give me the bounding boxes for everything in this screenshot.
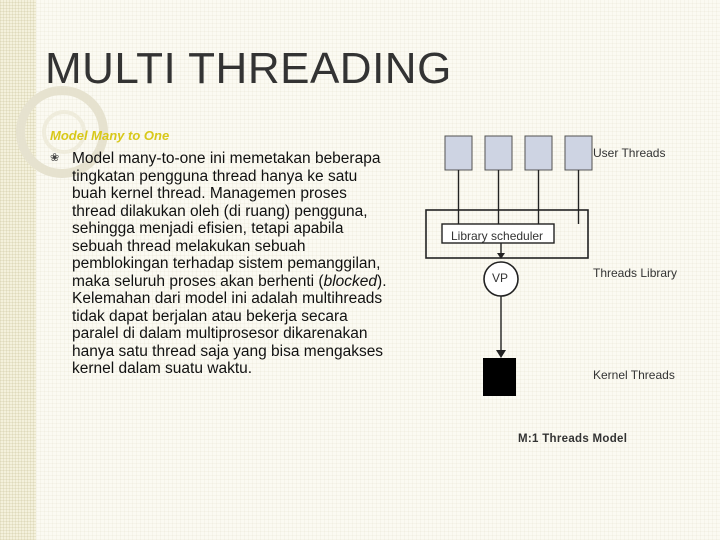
bullet-text-before: Model many-to-one ini memetakan beberapa tingkatan pengguna thread hanya ke satu buah kernel thread. Managemen proses thread dilakukan oleh (di ruang) pengguna, sehingga menjadi efisien, tetapi apabila sebuah thread melakukan sebuah pemblokingan terhadap sistem pemanggilan, maka seluruh proses akan berhenti ( (72, 150, 381, 290)
kernel-thread-block (483, 358, 516, 396)
user-thread-box (485, 136, 512, 170)
threads-model-diagram (420, 128, 720, 458)
vp-label: VP (492, 271, 509, 285)
bullet-text (72, 150, 390, 378)
slide-subtitle: Model Many to One (50, 128, 170, 143)
slide-title: MULTI THREADING (45, 44, 452, 93)
user-threads-label: User Threads (593, 146, 666, 160)
user-threads-group (445, 136, 592, 224)
left-decorative-band (0, 0, 36, 540)
vp-to-kernel-arrowhead (496, 350, 506, 358)
library-scheduler-label: Library scheduler (451, 229, 544, 243)
diagram-caption: M:1 Threads Model (518, 433, 628, 445)
bullet-item (50, 150, 390, 378)
leaf-bullet-icon: ❀ (50, 152, 60, 164)
user-thread-box (565, 136, 592, 170)
threads-library-label: Threads Library (593, 266, 678, 280)
bullet-text-emphasis: blocked (323, 272, 378, 290)
bullet-text-after: ). Kelemahan dari model ini adalah multihreads tidak dapat berjalan atau bekerja secara paralel di dalam multiprosesor dikarenakan hanya satu thread saja yang bisa mengakses kernel dalam suatu waktu. (72, 272, 387, 377)
diagram-graphic (420, 128, 720, 458)
user-thread-box (525, 136, 552, 170)
kernel-threads-label: Kernel Threads (593, 368, 675, 382)
user-thread-box (445, 136, 472, 170)
